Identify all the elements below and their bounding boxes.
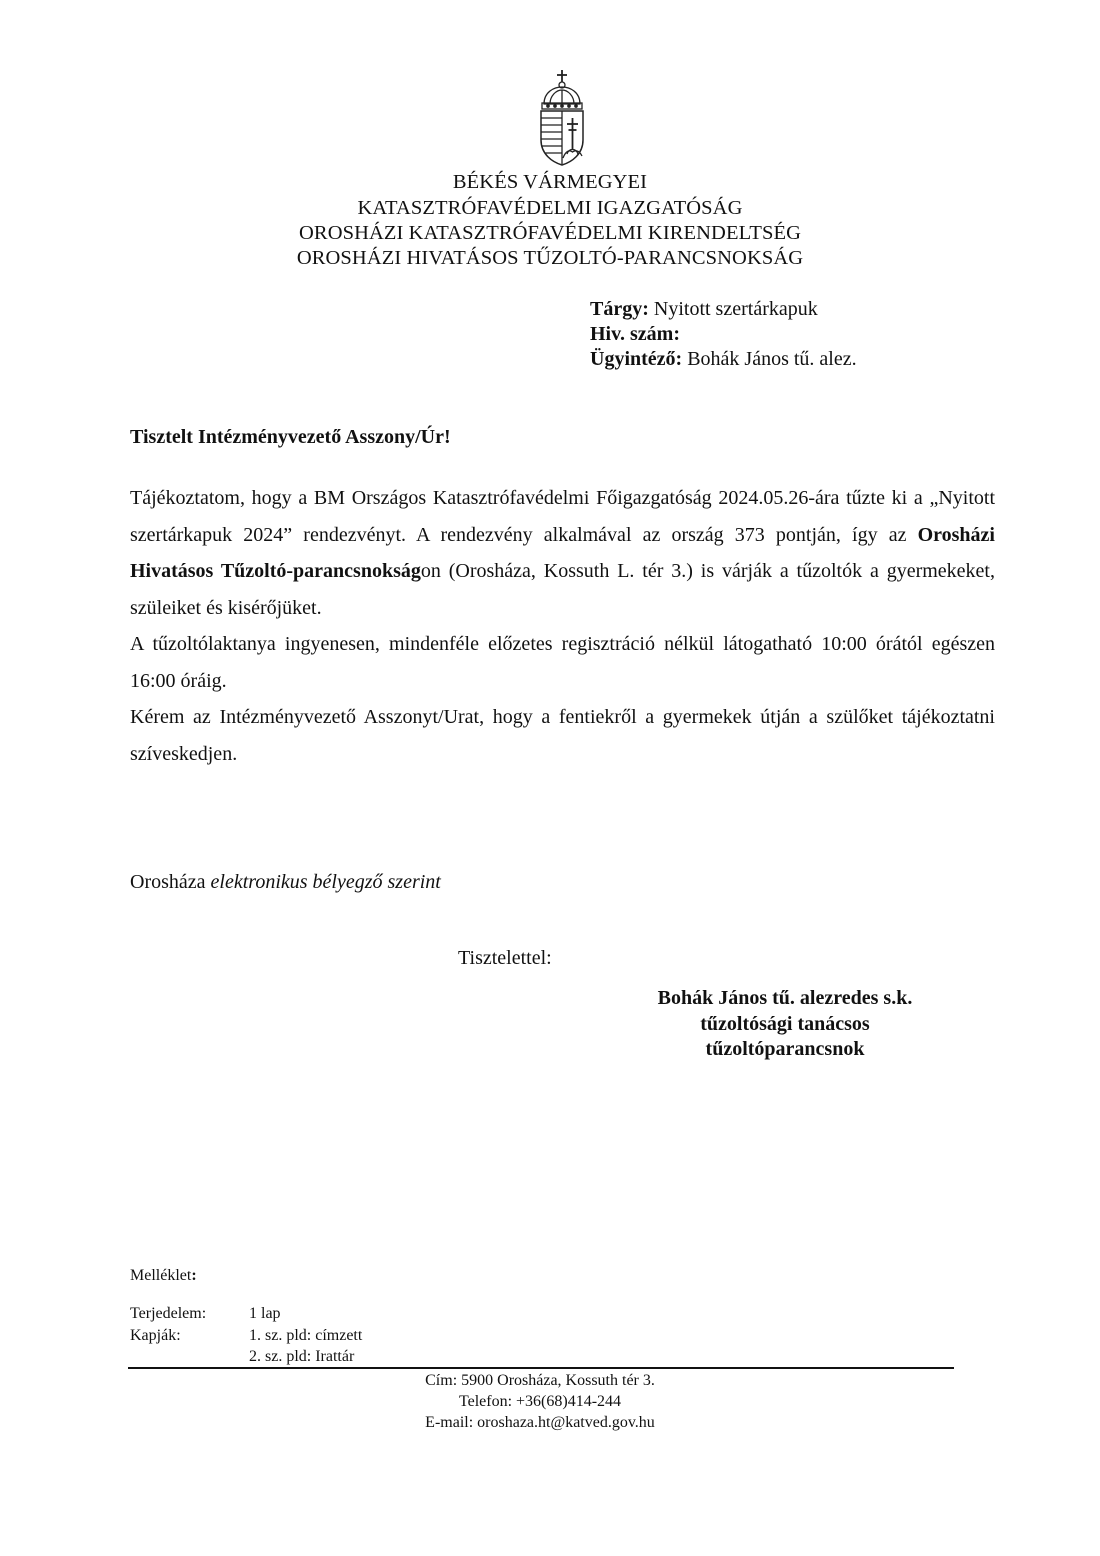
salutation: Tisztelt Intézményvezető Asszony/Úr!	[130, 426, 451, 448]
handler-line	[590, 347, 857, 371]
handler-value: Bohák János tű. alez.	[682, 348, 857, 370]
recipient-2: 2. sz. pld: Irattár	[249, 1348, 355, 1365]
subject-line	[590, 297, 818, 321]
body-p1-rest: on (Orosháza, Kossuth L. tér 3.) is várják a tűzoltók a gyermekeket, szüleiket és kisérőjüket.	[130, 560, 995, 619]
reference-line	[590, 322, 680, 346]
handler-label: Ügyintéző:	[590, 348, 683, 370]
extent-label: Terjedelem:	[130, 1305, 207, 1322]
footer-address: Cím: 5900 Orosháza, Kossuth tér 3.	[425, 1372, 655, 1389]
signature-title-2: tűzoltóparancsnok	[705, 1038, 865, 1060]
header-line-office: OROSHÁZI KATASZTRÓFAVÉDELMI KIRENDELTSÉG	[299, 222, 801, 244]
place-date-line	[130, 871, 441, 894]
closing-regards: Tisztelettel:	[458, 947, 552, 969]
header-line-directorate: KATASZTRÓFAVÉDELMI IGAZGATÓSÁG	[357, 197, 743, 219]
body-paragraph-1	[130, 480, 995, 626]
extent-value: 1 lap	[249, 1305, 281, 1322]
reference-label: Hiv. szám:	[590, 323, 680, 345]
body-paragraph-3: Kérem az Intézményvezető Asszonyt/Urat, hogy a fentiekről a gyermekek útján a szülőket tájékoztatni szíveskedjen.	[130, 706, 995, 765]
footer-phone: Telefon: +36(68)414-244	[458, 1393, 622, 1410]
subject-label: Tárgy:	[590, 298, 649, 320]
signature-title-1: tűzoltósági tanácsos	[700, 1013, 870, 1035]
place-city: Orosháza	[130, 871, 211, 893]
body-p1-intro: Tájékoztatom, hogy a BM Országos Katasztrófavédelmi Főigazgatóság 2024.05.26-ára tűzte ki a „Nyitott szertárkapuk 2024” rendezvényt. A rendezvény alkalmával az ország 373 pontján, így az	[130, 487, 995, 546]
place-stamp-note: elektronikus bélyegző szerint	[210, 871, 441, 893]
header-line-county: BÉKÉS VÁRMEGYEI	[452, 171, 648, 193]
body-paragraph-2: A tűzoltólaktanya ingyenesen, mindenféle előzetes regisztráció nélkül látogatható 10:00 órától egészen 16:00 óráig.	[130, 633, 995, 692]
header-line-fire-command: OROSHÁZI HIVATÁSOS TŰZOLTÓ-PARANCSNOKSÁG	[296, 247, 804, 269]
body-p1-highlight: Orosházi Hivatásos Tűzoltó-parancsnokság	[130, 523, 995, 582]
coat-of-arms-icon	[536, 70, 588, 166]
letter-body	[130, 480, 995, 772]
signature-name: Bohák János tű. alezredes s.k.	[657, 987, 913, 1009]
attachment-label: Melléklet:	[130, 1267, 197, 1284]
recipient-1: 1. sz. pld: címzett	[249, 1327, 363, 1344]
recipients-label: Kapják:	[130, 1327, 181, 1344]
subject-value: Nyitott szertárkapuk	[648, 298, 818, 320]
footer-email: E-mail: oroshaza.ht@katved.gov.hu	[425, 1414, 655, 1431]
footer-divider	[128, 1367, 954, 1369]
